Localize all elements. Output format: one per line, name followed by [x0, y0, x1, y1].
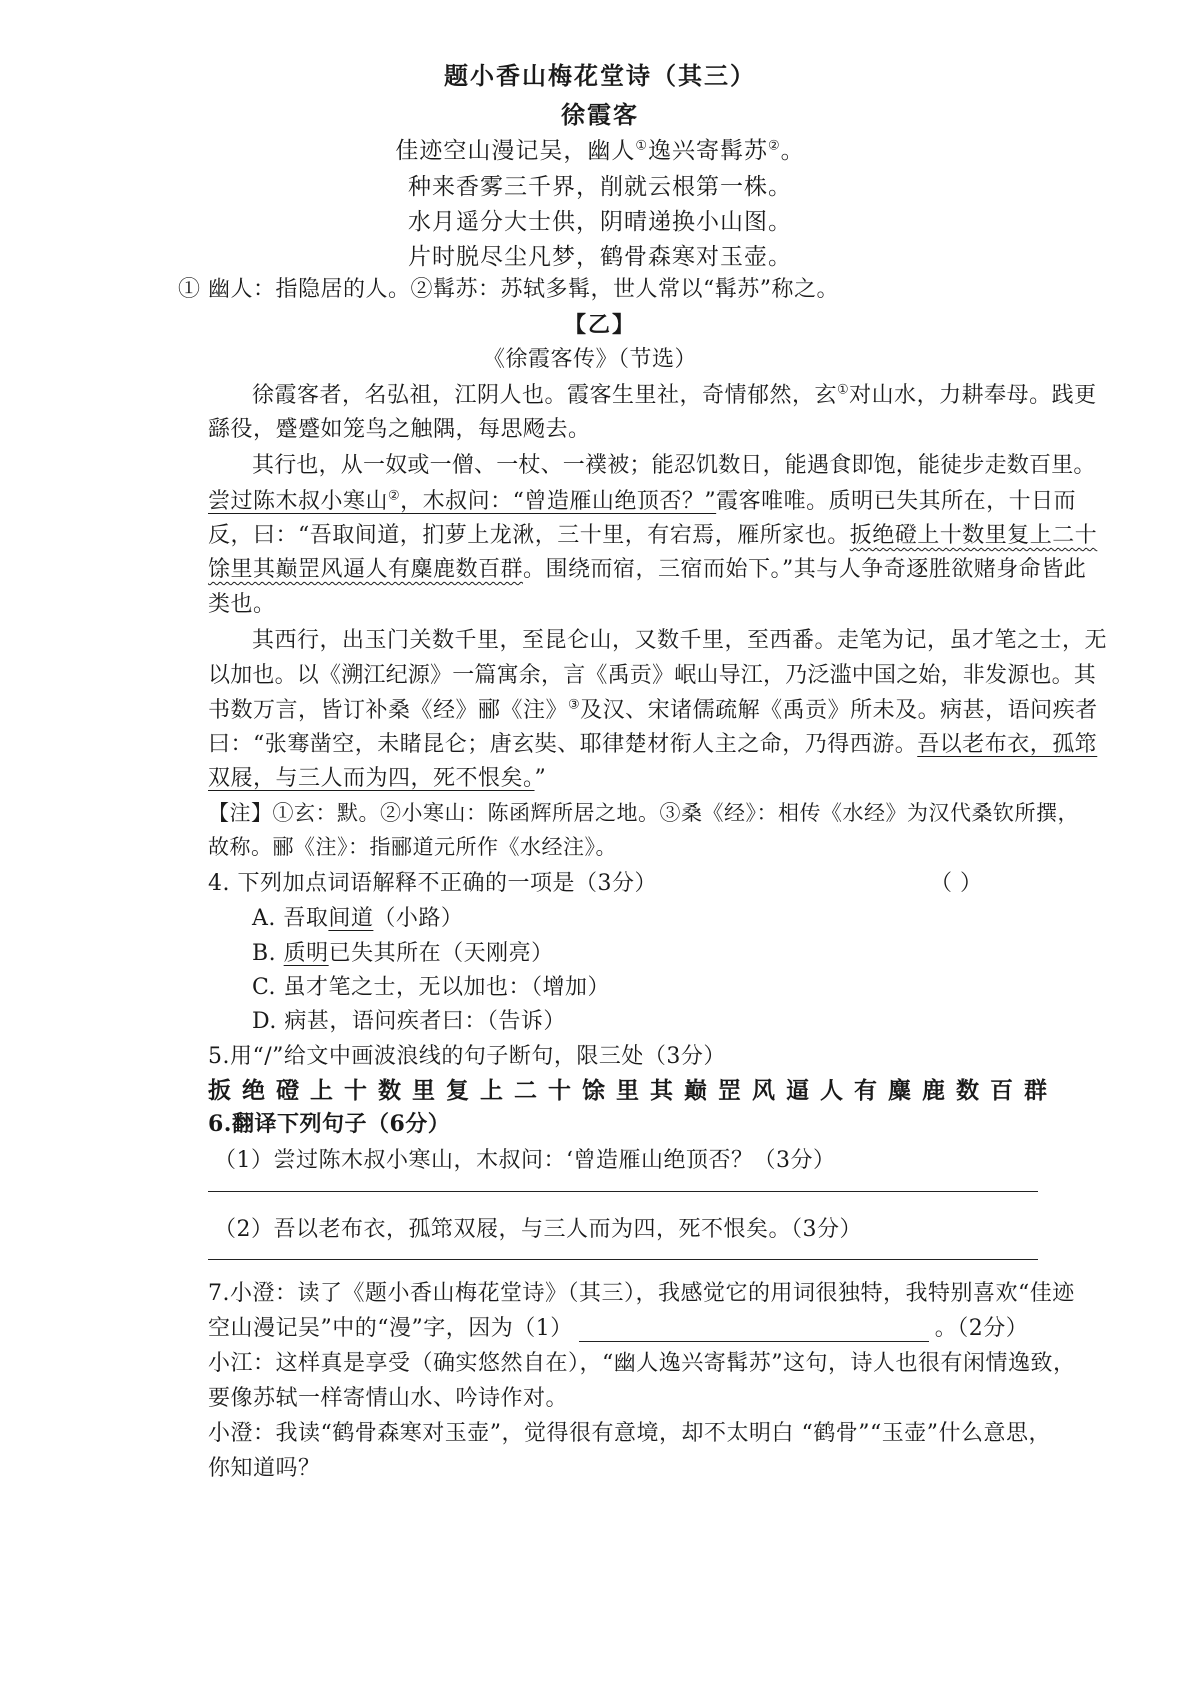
prose-text: 曰：“张骞凿空，未睹昆仑；唐玄奘、耶律楚材衔人主之命，乃得西游。 — [208, 732, 918, 757]
prose-p2-line5: 类也。 — [208, 592, 276, 617]
footnote-marker: ② — [388, 488, 401, 504]
q7-line1: 7.小澄：读了《题小香山梅花堂诗》（其三），我感觉它的用词很独特，我特别喜欢“佳迹 — [208, 1281, 1075, 1306]
prose-p3-line3 — [208, 693, 1098, 724]
q7-line6: 你知道吗？ — [208, 1456, 321, 1481]
prose-p3-line5 — [208, 761, 546, 792]
prose-p1-line2: 繇役，蹙蹙如笼鸟之触隅，每思飏去。 — [208, 417, 591, 442]
poem-line-1-a: 佳迹空山漫记吴，幽人 — [395, 138, 636, 164]
poem-line-2: 种来香雾三千界，削就云根第一株。 — [408, 174, 792, 200]
translation-sentence-1 — [208, 489, 716, 514]
q4-option-a — [252, 901, 463, 932]
footnote-marker: ① — [837, 382, 850, 398]
option-text: B. — [252, 941, 284, 966]
footnote-marker: ② — [768, 138, 781, 154]
prose-text: 反，曰：“吾取间道，扪萝上龙湫，三十里，有宕焉，雁所家也。 — [208, 523, 850, 548]
translation-sentence-2: 吾以老布衣，孤筇 — [917, 732, 1098, 757]
fill-blank[interactable] — [579, 1321, 929, 1342]
wavy-sentence: 馀里其巅罡风逼人有麋鹿数百群 — [208, 557, 524, 582]
prose-text: ，木叔问：“曾造雁山绝顶否？” — [400, 489, 717, 514]
q7-text: 空山漫记吴”中的“漫”字，因为（1） — [208, 1316, 573, 1341]
q6-sentence-2: （2）吾以老布衣，孤筇双屐，与三人而为四，死不恨矣。（3分） — [214, 1217, 862, 1242]
poem-line-4: 片时脱尽尘凡梦，鹤骨森寒对玉壶。 — [408, 244, 792, 270]
q4-answer-paren[interactable]: （ ） — [930, 871, 983, 896]
answer-line-1[interactable] — [208, 1191, 1038, 1192]
wavy-sentence: 扳绝磴上十数里复上二十 — [849, 523, 1098, 548]
poem-line-1-c: 。 — [780, 138, 805, 164]
poem-line-3: 水月遥分大士供，阴晴递换小山图。 — [408, 209, 792, 235]
footnote-marker: ① — [635, 138, 648, 154]
q6-sentence-1: （1）尝过陈木叔小寒山，木叔问：‘曾造雁山绝顶否？（3分） — [214, 1148, 836, 1173]
section-label: 【乙】 — [563, 312, 636, 338]
q7-line2 — [208, 1311, 1028, 1342]
prose-text: 对山水，力耕奉母。践更 — [849, 383, 1097, 408]
prose-p2-line2 — [208, 484, 1076, 515]
prose-p3-line1: 其西行，出玉门关数千里，至昆仑山，又数千里，至西番。走笔为记，虽才笔之士，无 — [252, 628, 1108, 653]
poem-title: 题小香山梅花堂诗（其三） — [444, 61, 756, 90]
option-text: 已失其所在（天刚亮） — [328, 941, 554, 966]
translation-sentence-2: 双屐，与三人而为四，死不恨矣。 — [208, 766, 535, 791]
q7-line4: 要像苏轼一样寄情山水、吟诗作对。 — [208, 1386, 569, 1411]
prose-text: ” — [534, 766, 547, 791]
q5-stem: 5.用“/”给文中画波浪线的句子断句，限三处（3分） — [208, 1044, 726, 1069]
prose-text: 徐霞客者，名弘祖，江阴人也。霞客生里社，奇情郁然，玄 — [252, 383, 838, 408]
q7-text: 。（2分） — [934, 1316, 1029, 1341]
notes-line2: 故称。郦《注》：指郦道元所作《水经注》。 — [208, 835, 617, 859]
prose-p3-line4 — [208, 727, 1097, 758]
footnote-marker: ③ — [568, 697, 581, 713]
q5-sentence[interactable]: 扳绝磴上十数里复上二十馀里其巅罡风逼人有麋鹿数百群 — [208, 1077, 1058, 1104]
notes-line1: 【注】①玄：默。②小寒山：陈函辉所居之地。③桑《经》：相传《水经》为汉代桑钦所撰， — [208, 801, 1079, 825]
prose-p2-line3 — [208, 518, 1097, 549]
prose-p1-line1 — [252, 378, 1097, 409]
prose-text: 霞客唯唯。质明已失其所在，十日而 — [716, 489, 1077, 514]
prose-text: 书数万言，皆订补桑《经》郦《注》 — [208, 698, 569, 723]
answer-line-2[interactable] — [208, 1259, 1038, 1260]
prose-p3-line2: 以加也。以《溯江纪源》一篇寓余，言《禹贡》岷山导江，乃泛滥中国之始，非发源也。其 — [208, 663, 1097, 688]
q7-line5: 小澄：我读“鹤骨森寒对玉壶”，觉得很有意境，却不太明白 “鹤骨”“玉壶”什么意思， — [208, 1421, 1051, 1446]
dotted-word: 间道 — [328, 906, 374, 931]
q4-stem: 4. 下列加点词语解释不正确的一项是（3分） — [208, 871, 657, 896]
q4-option-c: C. 虽才笔之士，无以加也：（增加） — [252, 975, 611, 1000]
poem-author: 徐霞客 — [561, 100, 639, 129]
poem-line-1-b: 逸兴寄髯苏 — [648, 138, 768, 164]
option-text: （小路） — [373, 906, 464, 931]
prose-p2-line1: 其行也，从一奴或一僧、一杖、一襆被；能忍饥数日，能遇食即饱，能徒步走数百里。 — [252, 453, 1096, 478]
q7-line3: 小江：这样真是享受（确实悠然自在），“幽人逸兴寄髯苏”这句，诗人也很有闲情逸致， — [208, 1351, 1076, 1376]
section-title: 《徐霞客传》（节选） — [482, 347, 697, 372]
prose-text: 及汉、宋诸儒疏解《禹贡》所未及。病甚，语问疾者 — [580, 698, 1098, 723]
prose-p2-line4 — [208, 552, 1086, 583]
option-text: A. 吾取 — [252, 906, 329, 931]
q4-option-b — [252, 936, 554, 967]
poem-line-1 — [0, 132, 1200, 165]
q6-stem: 6.翻译下列句子（6分） — [208, 1111, 451, 1137]
prose-text: 尝过陈木叔小寒山 — [208, 489, 389, 514]
prose-text: 。围绕而宿，三宿而始下。”其与人争奇逐胜欲赌身命皆此 — [523, 557, 1087, 582]
poem-footnote: ① 幽人：指隐居的人。②髯苏：苏轼多髯，世人常以“髯苏”称之。 — [178, 277, 839, 302]
dotted-word: 质明 — [283, 941, 329, 966]
q4-option-d: D. 病甚，语问疾者曰：（告诉） — [252, 1009, 566, 1034]
